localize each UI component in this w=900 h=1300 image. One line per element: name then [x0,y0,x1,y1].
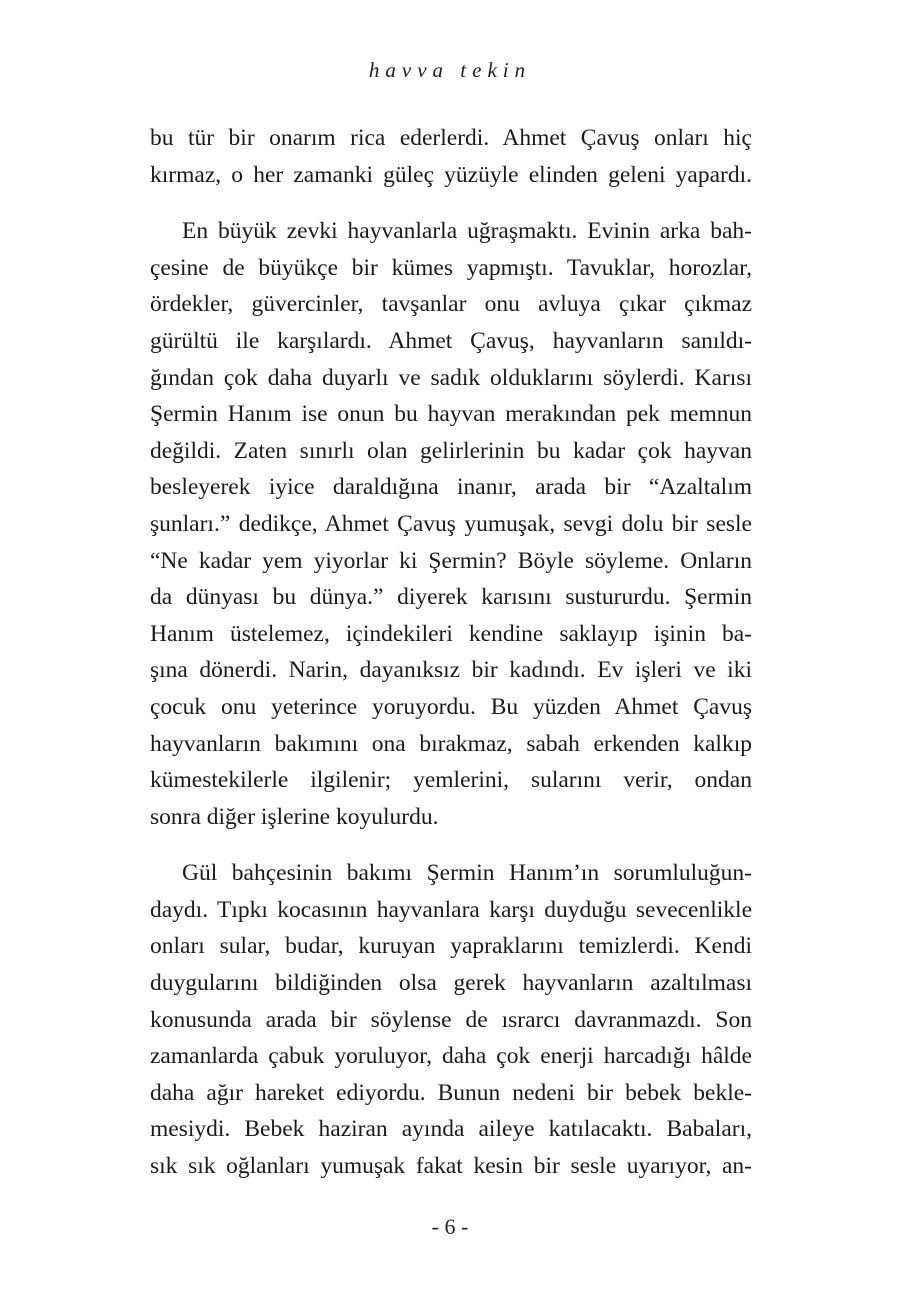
text-line: zamanlarda çabuk yoruluyor, daha çok enerji harcadığı hâlde [150,1043,752,1070]
text-line: besleyerek iyice daraldığına inanır, arada bir “Azaltalım [150,474,752,501]
text-line: Gül bahçesinin bakımı Şermin Hanım’ın sorumluluğun- [182,860,752,887]
text-line: Şermin Hanım ise onun bu hayvan merakından pek memnun [150,401,752,428]
text-line: bu tür bir onarım rica ederlerdi. Ahmet Çavuş onları hiç [150,125,752,151]
text-line: şunları.” dedikçe, Ahmet Çavuş yumuşak, sevgi dolu bir sesle [150,510,752,537]
text-line: onları sular, budar, kuruyan yapraklarını temizlerdi. Kendi [150,933,752,960]
text-line: da dünyası bu dünya.” diyerek karısını sustururdu. Şermin [150,584,752,611]
text-line: ğından çok daha duyarlı ve sadık olduklarını söylerdi. Karısı [150,364,752,391]
text-line: duygularını bildiğinden olsa gerek hayvanların azaltılması [150,970,752,997]
text-line: sık sık oğlanları yumuşak fakat kesin bir sesle uyarıyor, an- [150,1153,752,1180]
text-line: ördekler, güvercinler, tavşanlar onu avluya çıkar çıkmaz [150,291,752,318]
text-line: En büyük zevki hayvanlarla uğraşmaktı. Evinin arka bah- [182,218,752,245]
text-line: Hanım üstelemez, içindekileri kendine saklayıp işinin ba- [150,620,752,647]
text-line: şına dönerdi. Narin, dayanıksız bir kadındı. Ev işleri ve iki [150,657,752,684]
text-line: kümestekilerle ilgilenir; yemlerini, sularını verir, ondan [150,767,752,794]
text-line: hayvanların bakımını ona bırakmaz, sabah erkenden kalkıp [150,730,752,757]
text-line: mesiydi. Bebek haziran ayında aileye katılacaktı. Babaları, [150,1116,752,1143]
running-header: havva tekin [368,58,532,82]
text-line: konusunda arada bir söylense de ısrarcı davranmazdı. Son [150,1006,752,1033]
text-line: daha ağır hareket ediyordu. Bunun nedeni bir bebek bekle- [150,1079,752,1106]
text-line: kırmaz, o her zamanki güleç yüzüyle elinden geleni yapardı. [150,161,752,188]
text-line: çesine de büyükçe bir kümes yapmıştı. Tavuklar, horozlar, [150,254,752,281]
body-text [150,120,752,1185]
paragraph [150,855,752,1184]
text-line: gürültü ile karşılardı. Ahmet Çavuş, hayvanların sanıldı- [150,327,752,354]
text-line: daydı. Tıpkı kocasının hayvanlara karşı duyduğu sevecenlikle [150,896,752,923]
paragraph [150,120,752,193]
text-line: değildi. Zaten sınırlı olan gelirlerinin bu kadar çok hayvan [150,437,752,464]
paragraph [150,213,752,835]
text-line: çocuk onu yeterince yoruyordu. Bu yüzden Ahmet Çavuş [150,693,752,720]
page-number: - 6 - [431,1214,469,1239]
text-line: “Ne kadar yem yiyorlar ki Şermin? Böyle söyleme. Onların [150,547,752,574]
text-line: sonra diğer işlerine koyulurdu. [150,803,439,830]
